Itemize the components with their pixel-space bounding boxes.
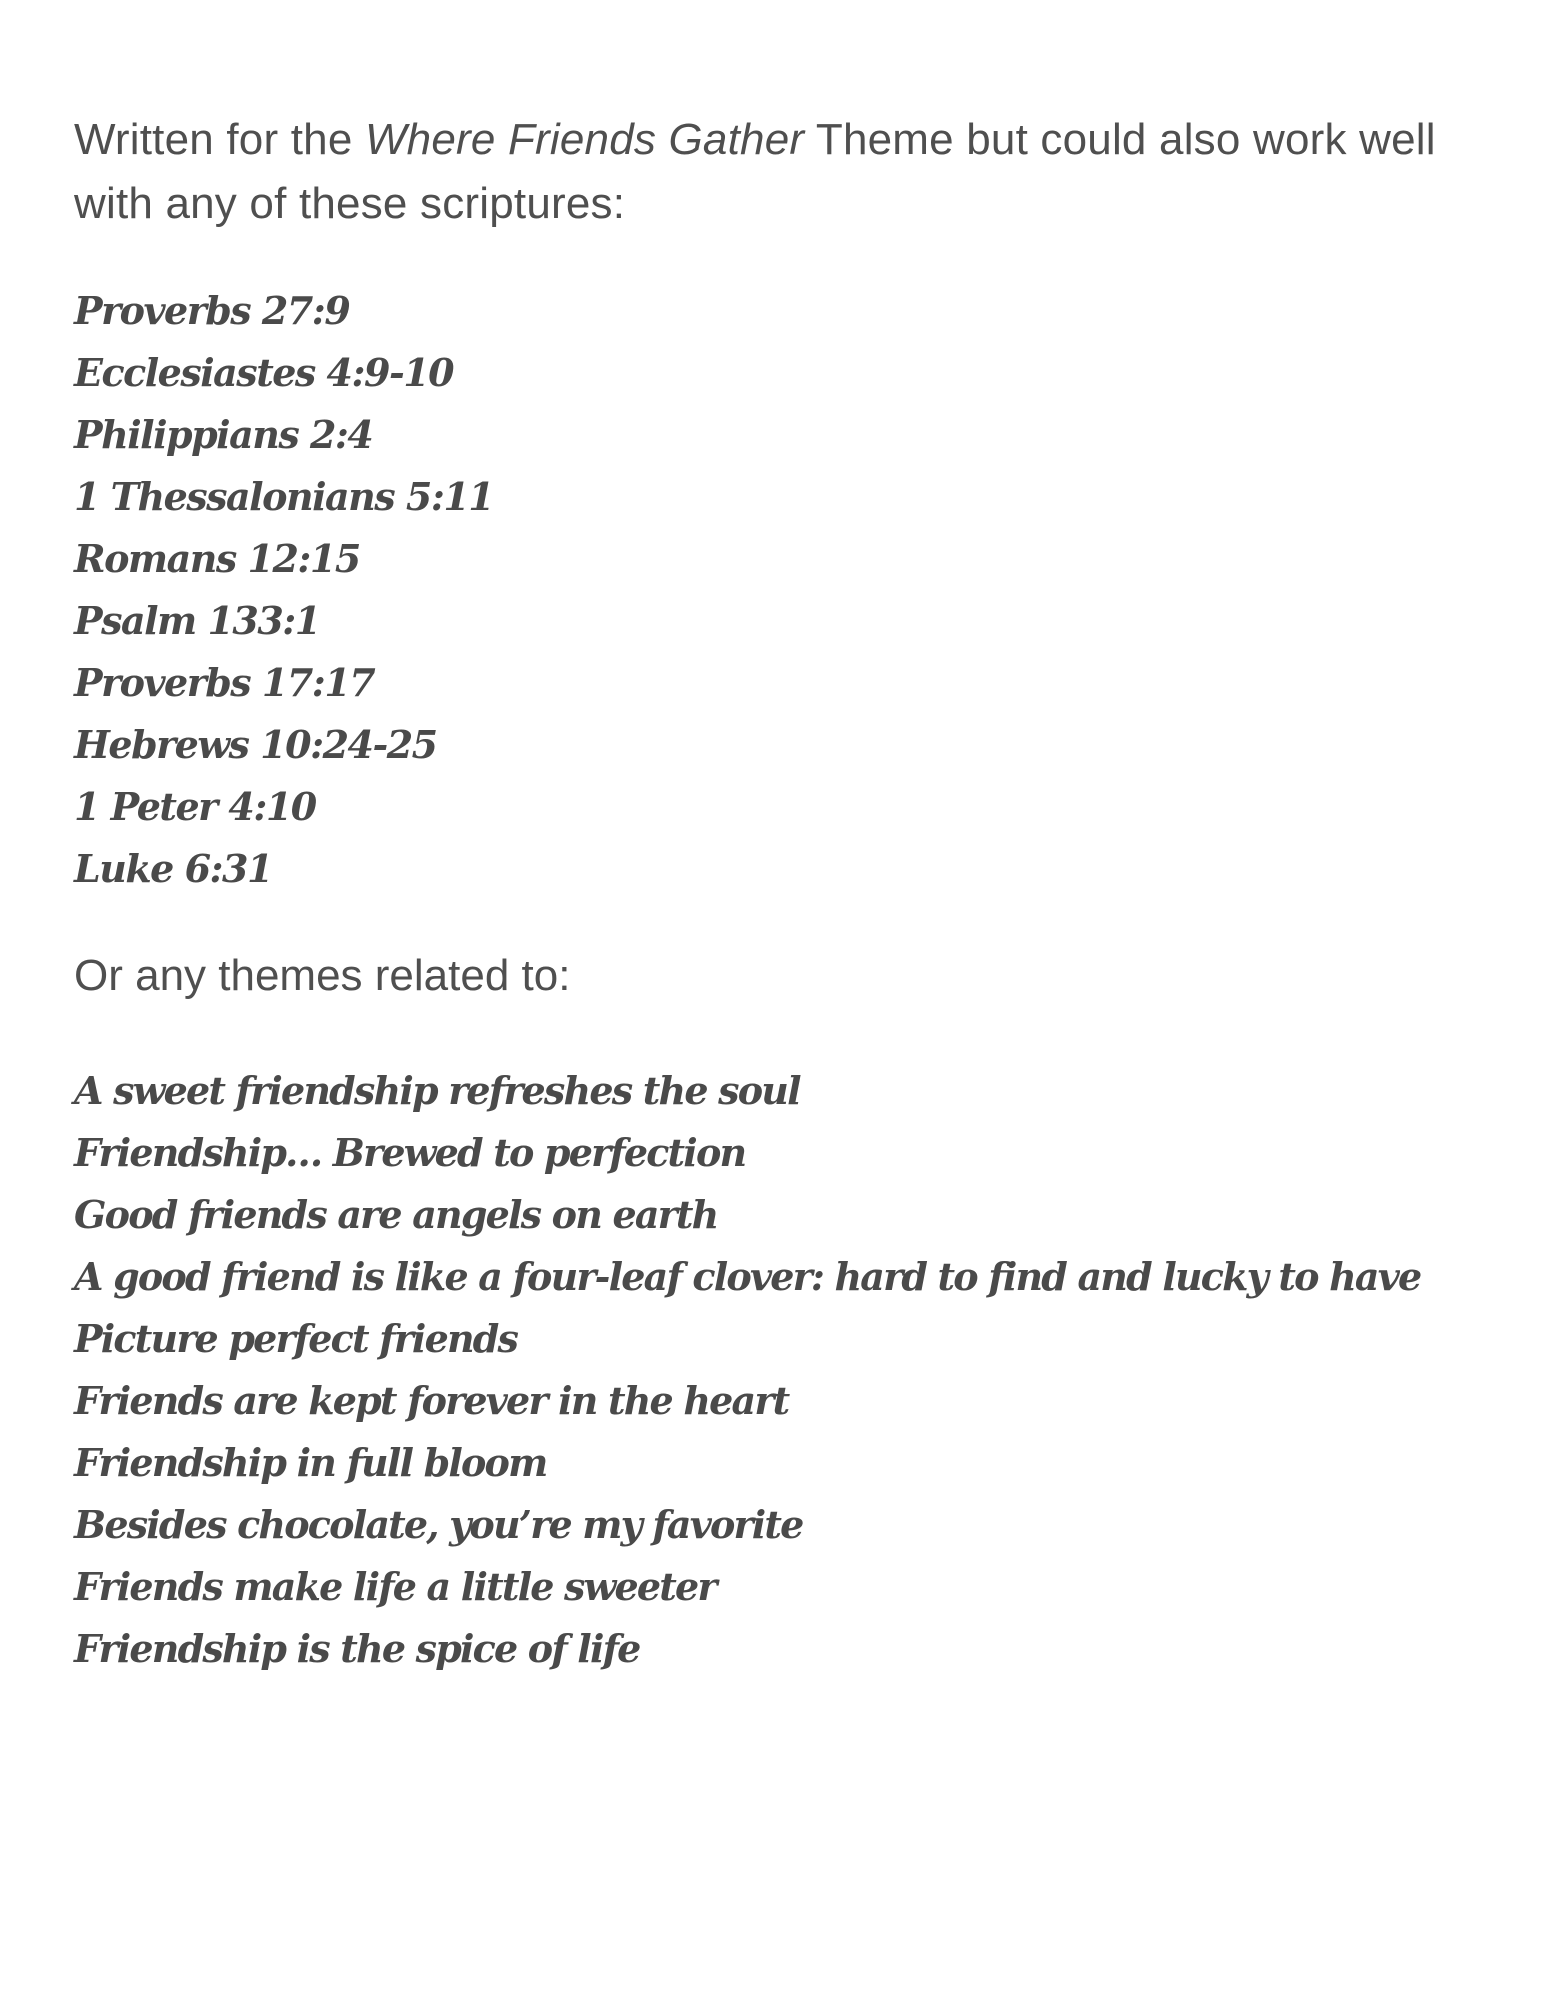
intro-suffix: Theme but could also work well with any of these scriptures: — [74, 115, 1436, 228]
intro-paragraph — [74, 108, 1494, 236]
theme-item: Besides chocolate, you’re my favorite — [74, 1502, 803, 1547]
theme-item: Picture perfect friends — [74, 1316, 518, 1361]
theme-item: A good friend is like a four-leaf clover: hard to find and lucky to have — [74, 1254, 1421, 1299]
theme-item: Good friends are angels on earth — [74, 1192, 718, 1237]
scripture-item: Proverbs 17:17 — [74, 660, 375, 705]
themes-heading: Or any themes related to: — [74, 951, 571, 1000]
theme-item: Friends are kept forever in the heart — [74, 1378, 789, 1423]
scripture-item: Psalm 133:1 — [74, 598, 320, 643]
scripture-item: 1 Peter 4:10 — [74, 784, 316, 829]
scripture-item: Proverbs 27:9 — [74, 288, 350, 333]
theme-item: Friends make life a little sweeter — [74, 1564, 716, 1609]
theme-item: Friendship… Brewed to perfection — [74, 1130, 746, 1175]
scripture-item: Luke 6:31 — [74, 846, 272, 891]
theme-item: Friendship is the spice of life — [74, 1626, 640, 1671]
scripture-item: Romans 12:15 — [74, 536, 360, 581]
theme-list — [74, 1060, 1494, 1680]
intro-prefix: Written for the — [74, 115, 365, 164]
document-page — [74, 108, 1494, 1680]
scripture-item: Ecclesiastes 4:9-10 — [74, 350, 454, 395]
theme-item: A sweet friendship refreshes the soul — [74, 1068, 800, 1113]
theme-item: Friendship in full bloom — [74, 1440, 547, 1485]
scripture-item: Philippians 2:4 — [74, 412, 373, 457]
theme-name: Where Friends Gather — [364, 115, 805, 164]
scripture-list — [74, 280, 1494, 900]
scripture-item: 1 Thessalonians 5:11 — [74, 474, 494, 519]
scripture-item: Hebrews 10:24-25 — [74, 722, 437, 767]
